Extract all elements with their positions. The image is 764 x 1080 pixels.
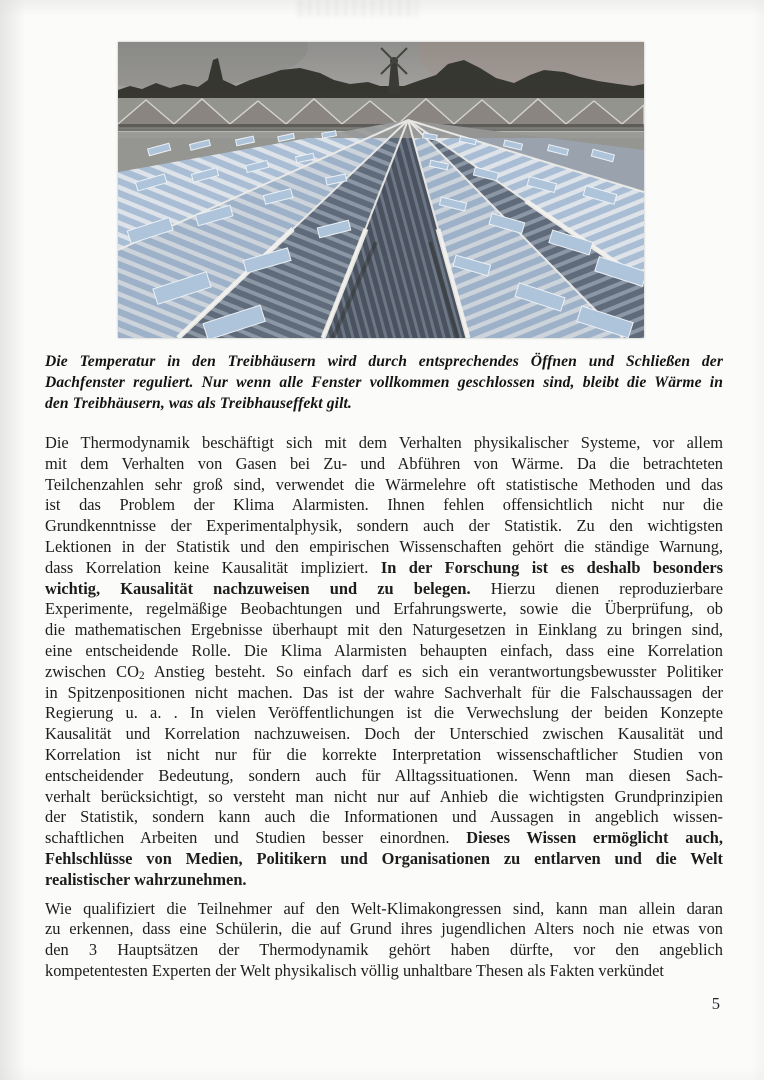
body-paragraph (45, 899, 723, 982)
text-line: Lektionen in der Statistik und den empirischen Wissenschaften gehört die ständige Warnung, (45, 536, 723, 556)
text-line: wichtig, Kausalität nachzuweisen und zu belegen. Hierzu dienen reproduzierbare (45, 578, 723, 598)
text-line: Korrelation ist nicht nur für die korrekte Interpretation wissenschaftlicher Studien von (45, 744, 723, 764)
text-line: Kausalität und Korrelation nachzuweisen. Doch der Unterschied zwischen Kausalität und (45, 724, 723, 744)
text-line: den 3 Hauptsätzen der Thermodynamik gehört haben dürfte, vor den angeblich (45, 940, 723, 960)
text-line: der Statistik, sondern kann auch die Informationen und Aussagen in angeblich wissen- (45, 807, 723, 827)
text-line: Regierung u. a. . In vielen Veröffentlichungen ist die Verwechslung der beiden Konzepte (45, 703, 723, 723)
text-line: Teilchenzahlen sehr groß sind, verwendet die Wärmelehre oft statistische Methoden und das (45, 474, 723, 494)
body-paragraph (45, 433, 723, 891)
page-number: 5 (711, 994, 720, 1013)
caption-line: Die Temperatur in den Treibhäusern wird durch entsprechendes Öffnen und Schließen der (45, 353, 723, 370)
text-line: Grundkenntnisse der Experimentalphysik, sondern auch der Statistik. Zu den wichtigsten (45, 516, 723, 536)
greenhouse-photo-drawing (118, 42, 644, 338)
greenhouse-photo (118, 42, 644, 338)
photo-caption (45, 352, 723, 414)
text-line: verhalt berücksichtigt, so versteht man nicht nur auf Anhieb die wichtigsten Grundprinzipien (45, 786, 723, 806)
text-line: eine entscheidende Rolle. Die Klima Alarmisten behaupten einfach, dass eine Korrelation (45, 640, 723, 660)
text-line: realistischer wahrzunehmen. (45, 869, 247, 889)
text-line: Wie qualifiziert die Teilnehmer auf den Welt-Klimakongressen sind, kann man allein daran (45, 898, 723, 918)
caption-line: Dachfenster reguliert. Nur wenn alle Fenster vollkommen geschlossen sind, bleibt die Wärme in (45, 373, 723, 391)
text-line: ist das Problem der Klima Alarmisten. Ihnen fehlen offensichtlich nicht nur die (45, 495, 723, 515)
caption-line: den Treibhäusern, was als Treibhauseffekt gilt. (45, 394, 352, 412)
text-line: mit dem Verhalten von Gasen bei Zu- und Abführen von Wärme. Da die betrachteten (45, 453, 723, 473)
scan-artifact (298, 0, 418, 17)
text-line: zu erkennen, dass eine Schülerin, die auf Grund ihres jugendlichen Alters noch nie etwas von (45, 919, 723, 939)
text-line: in Spitzenpositionen nicht machen. Das ist der wahre Sachverhalt für die Falschaussagen der (45, 682, 723, 702)
text-line: zwischen $CO_2$ Anstieg besteht. So einfach darf es sich ein verantwortungsbewusster Politiker (45, 661, 723, 682)
text-line: dass Korrelation keine Kausalität impliziert. In der Forschung ist es deshalb besonders (45, 557, 724, 577)
text-line: schaftlichen Arbeiten und Studien besser einordnen. Dieses Wissen ermöglicht auch, (45, 828, 723, 848)
text-line: entscheidender Bedeutung, sondern auch für Alltagssituationen. Wenn man diesen Sach- (45, 765, 723, 785)
document-body (45, 433, 723, 990)
text-line: Fehlschlüsse von Medien, Politikern und Organisationen zu entlarven und die Welt (45, 848, 723, 868)
text-line: die mathematischen Ergebnisse überhaupt mit den Naturgesetzen in Einklang zu bringen sind, (45, 620, 723, 640)
text-line: kompetentesten Experten der Welt physikalisch völlig unhaltbare Thesen als Fakten verkündet (45, 960, 664, 980)
text-line: Experimente, regelmäßige Beobachtungen und Erfahrungswerte, sowie die Überprüfung, ob (45, 599, 723, 619)
text-line: Die Thermodynamik beschäftigt sich mit dem Verhalten physikalischer Systeme, vor allem (45, 433, 723, 452)
